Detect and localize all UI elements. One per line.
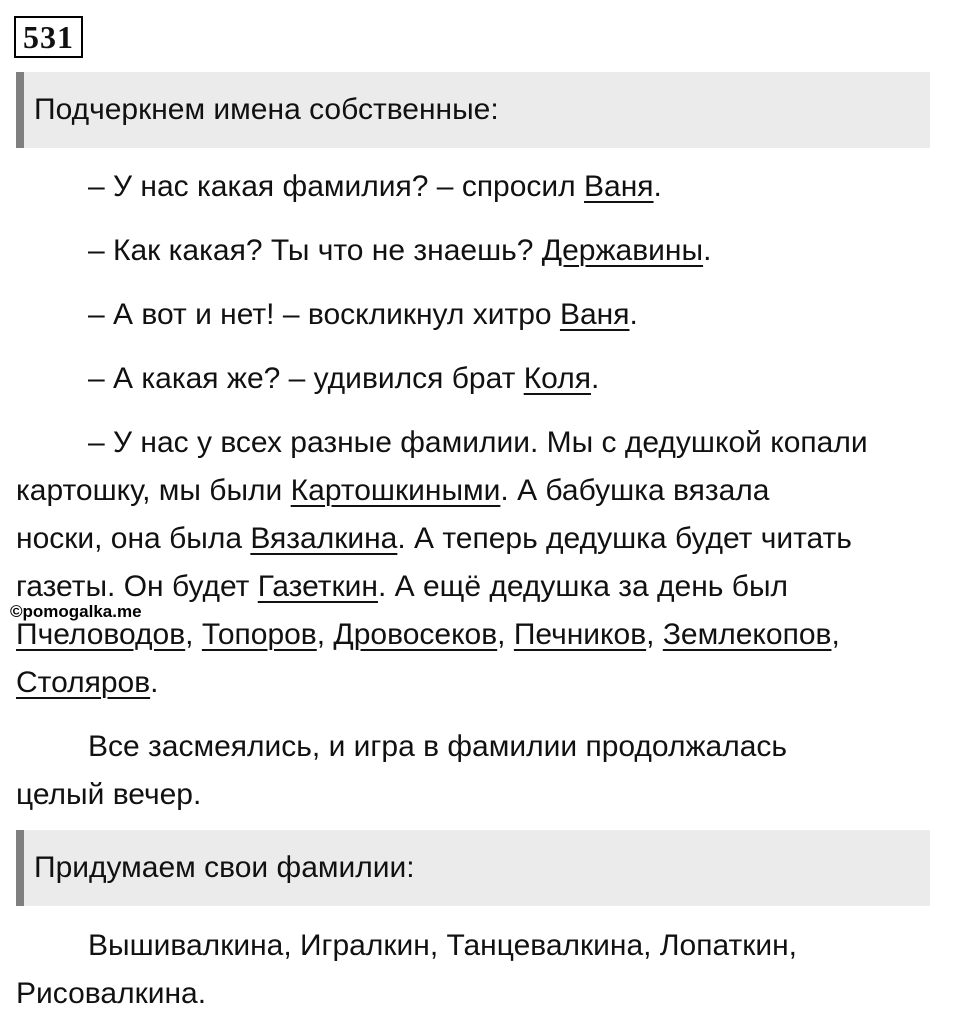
proper-name: Картошкиными bbox=[290, 474, 501, 507]
proper-name: Газеткин bbox=[257, 570, 378, 603]
dialogue-line-4: – А какая же? – удивился брат Коля. bbox=[88, 362, 600, 395]
answer-line-2: Рисовалкина. bbox=[16, 977, 207, 1010]
proper-name: Топоров bbox=[201, 618, 317, 651]
task-heading-invent-surnames: Придумаем свои фамилии: bbox=[16, 830, 930, 906]
task-heading-underline-proper-names: Подчеркнем имена собственные: bbox=[16, 72, 930, 148]
answer-line-1: Вышивалкина, Игралкин, Танцевалкина, Лопаткин, bbox=[88, 929, 798, 962]
proper-name: Столяров bbox=[16, 666, 151, 699]
paragraph-6-line-1: Все засмеялись, и игра в фамилии продолжалась bbox=[88, 730, 788, 763]
dialogue-line-2: – Как какая? Ты что не знаешь? Державины. bbox=[88, 234, 712, 267]
watermark: ©pomogalka.me bbox=[10, 602, 142, 621]
dialogue-line-3: – А вот и нет! – воскликнул хитро Ваня. bbox=[88, 298, 638, 331]
proper-name: Дровосеков bbox=[333, 618, 498, 651]
paragraph-5-line-5: Пчеловодов, Топоров, Дровосеков, Печников, Землекопов, bbox=[16, 618, 840, 651]
paragraph-5-line-2: картошку, мы были Картошкиными. А бабушка вязала bbox=[16, 474, 770, 507]
paragraph-5-line-6: Столяров. bbox=[16, 666, 159, 699]
proper-name: Коля bbox=[523, 362, 591, 395]
proper-name: Землекопов bbox=[662, 618, 832, 651]
proper-name: Печников bbox=[513, 618, 647, 651]
paragraph-5-line-1: – У нас у всех разные фамилии. Мы с дедушкой копали bbox=[88, 426, 868, 459]
proper-name: Державины bbox=[541, 234, 704, 267]
proper-name: Пчеловодов bbox=[16, 618, 186, 651]
proper-name: Ваня bbox=[584, 170, 654, 203]
exercise-number: 531 bbox=[14, 16, 83, 58]
paragraph-5-line-3: носки, она была Вязалкина. А теперь дедушка будет читать bbox=[16, 522, 852, 555]
proper-name: Вязалкина bbox=[250, 522, 398, 555]
paragraph-5-line-4: газеты. Он будет Газеткин. А ещё дедушка за день был bbox=[16, 570, 789, 603]
dialogue-line-1: – У нас какая фамилия? – спросил Ваня. bbox=[88, 170, 662, 203]
proper-name: Ваня bbox=[559, 298, 630, 331]
paragraph-6-line-2: целый вечер. bbox=[16, 778, 202, 811]
